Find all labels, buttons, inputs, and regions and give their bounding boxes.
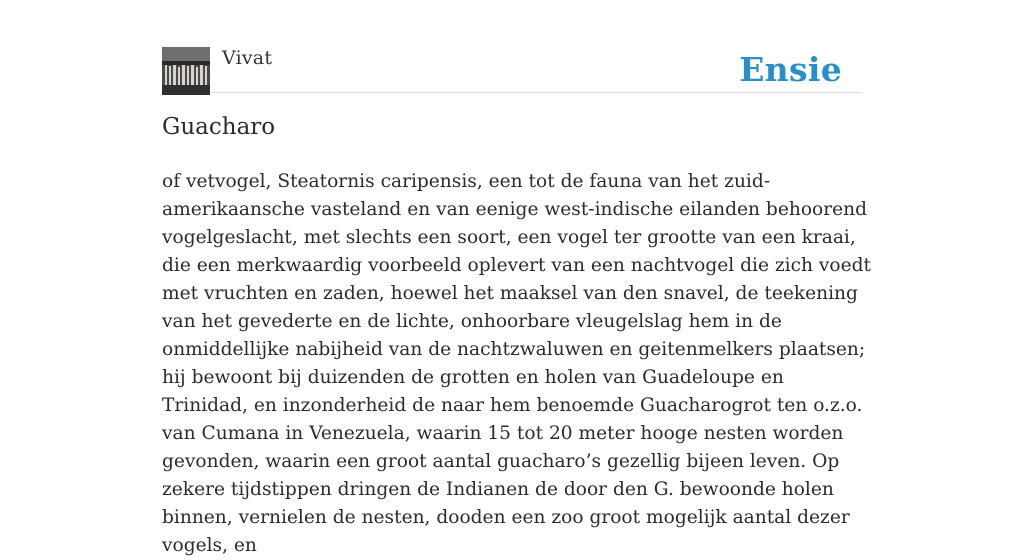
article-body: of vetvogel, Steatornis caripensis, een tot de fauna van het zuid-amerikaansche vasteland en van eenige west-indische eilanden behoorend vogelgeslacht, met slechts een soort, een vogel ter grootte van een kraai, die een merkwaardig voorbeeld oplevert van een nachtvogel die zich voedt met vruchten en zaden, hoewel het maaksel van den snavel, de teekening van het gevederte en de lichte, onhoorbare vleugelslag hem in de onmiddellijke nabijheid van de nachtzwaluwen en geitenmelkers plaatsen; hij bewoont bij duizenden de grotten en holen van Guadeloupe en Trinidad, en inzonderheid de naar hem benoemde Guacharogrot ten o.z.o. van Cumana in Venezuela, waarin 15 tot 20 meter hooge nesten worden gevonden, waarin een groot aantal guacharo’s gezellig bijeen leven. Op zekere tijdstippen dringen de Indianen de door den G. bewoonde holen binnen, vernielen de nesten, dooden een zoo groot mogelijk aantal dezer vogels, en	[162, 171, 871, 556]
site-header	[162, 44, 862, 93]
bookshelf-avatar-icon	[162, 47, 210, 95]
page-title: Guacharo	[162, 114, 276, 140]
avatar[interactable]	[162, 47, 210, 95]
brand-logo-link[interactable]: Ensie	[739, 50, 842, 89]
author-name[interactable]: Vivat	[222, 47, 273, 69]
